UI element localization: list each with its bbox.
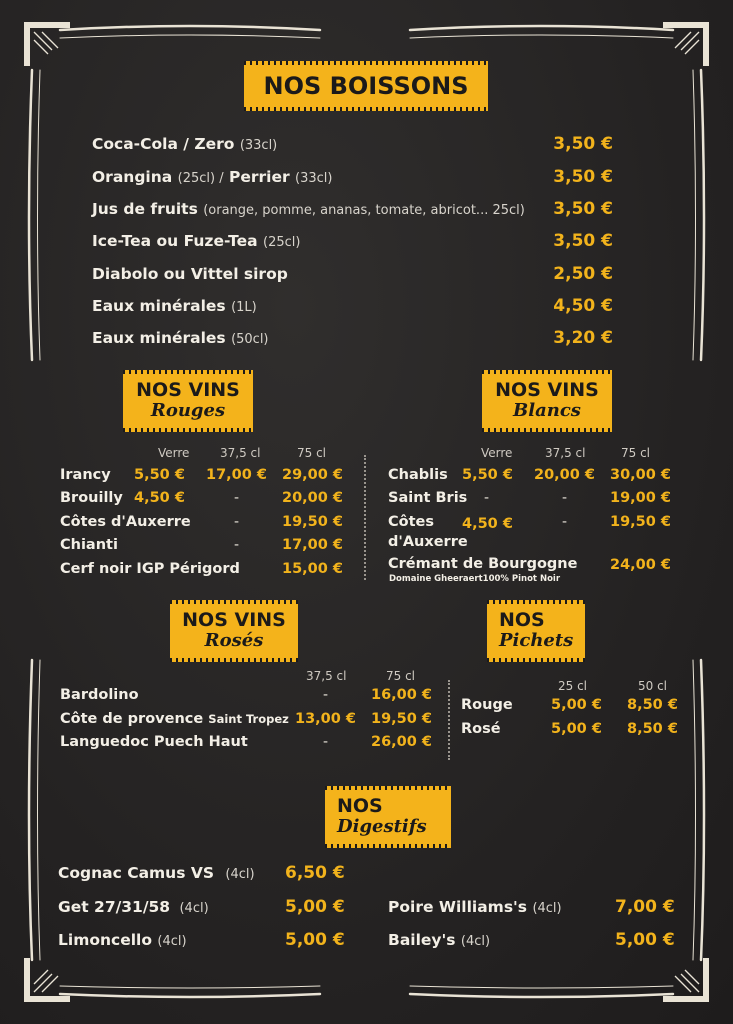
list-item: Coca-Cola / Zero (33cl) <box>92 135 278 153</box>
price: 24,00 € <box>610 557 672 573</box>
price: 20,00 € <box>282 490 344 506</box>
price: 4,50 € <box>134 490 185 506</box>
table-row-name: Chablis <box>388 467 448 483</box>
price: 2,50 € <box>553 264 613 284</box>
vins-blancs-title <box>482 370 612 432</box>
table-row-name: Rouge <box>461 697 513 713</box>
price: 15,00 € <box>282 561 344 577</box>
column-header: 50 cl <box>638 679 668 693</box>
price: 13,00 € <box>295 711 357 727</box>
dash: - <box>234 490 240 506</box>
pichets-title <box>487 600 585 662</box>
price: 19,50 € <box>282 514 344 530</box>
table-row-name: Côtes d'Auxerre <box>60 514 191 530</box>
boissons-title <box>244 61 488 111</box>
price: 5,00 € <box>285 897 345 917</box>
price: 8,50 € <box>627 721 678 737</box>
table-row-name: Languedoc Puech Haut <box>60 734 248 750</box>
price: 5,00 € <box>615 930 675 950</box>
price: 4,50 € <box>553 296 613 316</box>
list-item: Eaux minérales (1L) <box>92 297 257 315</box>
column-header: Verre <box>158 446 190 460</box>
vins-rouges-title <box>123 370 253 432</box>
table-row-name: Chianti <box>60 537 118 553</box>
table-row-name: Brouilly <box>60 490 123 506</box>
vins-roses-title-text: NOS VINS <box>182 609 286 631</box>
price: 3,50 € <box>553 231 613 251</box>
price: 20,00 € <box>534 467 596 483</box>
digestifs-title <box>325 786 451 848</box>
price: 3,50 € <box>553 199 613 219</box>
price: 19,00 € <box>610 490 672 506</box>
dash: - <box>562 490 568 506</box>
price: 3,20 € <box>553 328 613 348</box>
column-header: 25 cl <box>558 679 588 693</box>
digestifs-title-text: NOS <box>337 795 383 817</box>
price: 5,00 € <box>285 930 345 950</box>
price: 7,00 € <box>615 897 675 917</box>
price: 5,50 € <box>462 467 513 483</box>
column-header: 75 cl <box>621 446 651 460</box>
column-header: Verre <box>481 446 513 460</box>
price: 3,50 € <box>553 167 613 187</box>
boissons-title-text: NOS BOISSONS <box>263 72 469 100</box>
table-row-name: Bardolino <box>60 687 139 703</box>
price: 5,50 € <box>134 467 185 483</box>
price: 19,50 € <box>610 514 672 530</box>
pichets-title-text: NOS <box>499 609 545 631</box>
digestifs-subtitle: Digestifs <box>337 816 427 837</box>
list-item: Get 27/31/58 (4cl) <box>58 898 209 916</box>
list-item: Diabolo ou Vittel sirop <box>92 265 288 283</box>
dash: - <box>484 490 490 506</box>
price: 30,00 € <box>610 467 672 483</box>
column-header: 37,5 cl <box>220 446 261 460</box>
table-row-note: Domaine Gheeraert100% Pinot Noir <box>389 574 561 584</box>
price: 19,50 € <box>371 711 433 727</box>
price: 5,00 € <box>551 697 602 713</box>
table-row-name: Irancy <box>60 467 111 483</box>
column-header: 37,5 cl <box>545 446 586 460</box>
column-header: 37,5 cl <box>306 669 347 683</box>
vins-roses-subtitle: Rosés <box>204 630 264 651</box>
table-row-name: Saint Bris <box>388 490 468 506</box>
list-item: Cognac Camus VS (4cl) <box>58 864 255 882</box>
vins-blancs-title-text: NOS VINS <box>495 379 599 401</box>
column-divider <box>364 455 366 580</box>
list-item: Ice-Tea ou Fuze-Tea (25cl) <box>92 232 301 250</box>
list-item: Orangina (25cl) / Perrier (33cl) <box>92 168 333 186</box>
pichets-subtitle: Pichets <box>499 630 574 651</box>
dash: - <box>323 687 329 703</box>
table-row-name: Côtes <box>388 514 434 530</box>
table-row-name: Crémant de Bourgogne <box>388 556 578 572</box>
price: 29,00 € <box>282 467 344 483</box>
column-divider <box>448 680 450 760</box>
price: 3,50 € <box>553 134 613 154</box>
table-row-name-line2: d'Auxerre <box>388 534 468 550</box>
price: 17,00 € <box>282 537 344 553</box>
price: 5,00 € <box>551 721 602 737</box>
list-item: Limoncello (4cl) <box>58 931 187 949</box>
column-header: 75 cl <box>297 446 327 460</box>
vins-rouges-subtitle: Rouges <box>150 400 226 421</box>
table-row-name: Cerf noir IGP Périgord <box>60 561 240 577</box>
dash: - <box>562 514 568 530</box>
vins-rouges-title-text: NOS VINS <box>136 379 240 401</box>
list-item: Eaux minérales (50cl) <box>92 329 269 347</box>
price: 17,00 € <box>206 467 268 483</box>
vins-blancs-subtitle: Blancs <box>513 400 581 421</box>
price: 8,50 € <box>627 697 678 713</box>
price: 16,00 € <box>371 687 433 703</box>
table-row-name: Côte de provence Saint Tropez <box>60 711 289 727</box>
dash: - <box>323 734 329 750</box>
dash: - <box>234 537 240 553</box>
price: 4,50 € <box>462 516 513 532</box>
list-item: Jus de fruits (orange, pomme, ananas, tomate, abricot... 25cl) <box>92 200 525 218</box>
list-item: Bailey's (4cl) <box>388 931 491 949</box>
column-header: 75 cl <box>386 669 416 683</box>
price: 26,00 € <box>371 734 433 750</box>
table-row-name: Rosé <box>461 721 501 737</box>
price: 6,50 € <box>285 863 345 883</box>
list-item: Poire Williams's (4cl) <box>388 898 562 916</box>
vins-roses-title <box>170 600 298 662</box>
dash: - <box>234 514 240 530</box>
